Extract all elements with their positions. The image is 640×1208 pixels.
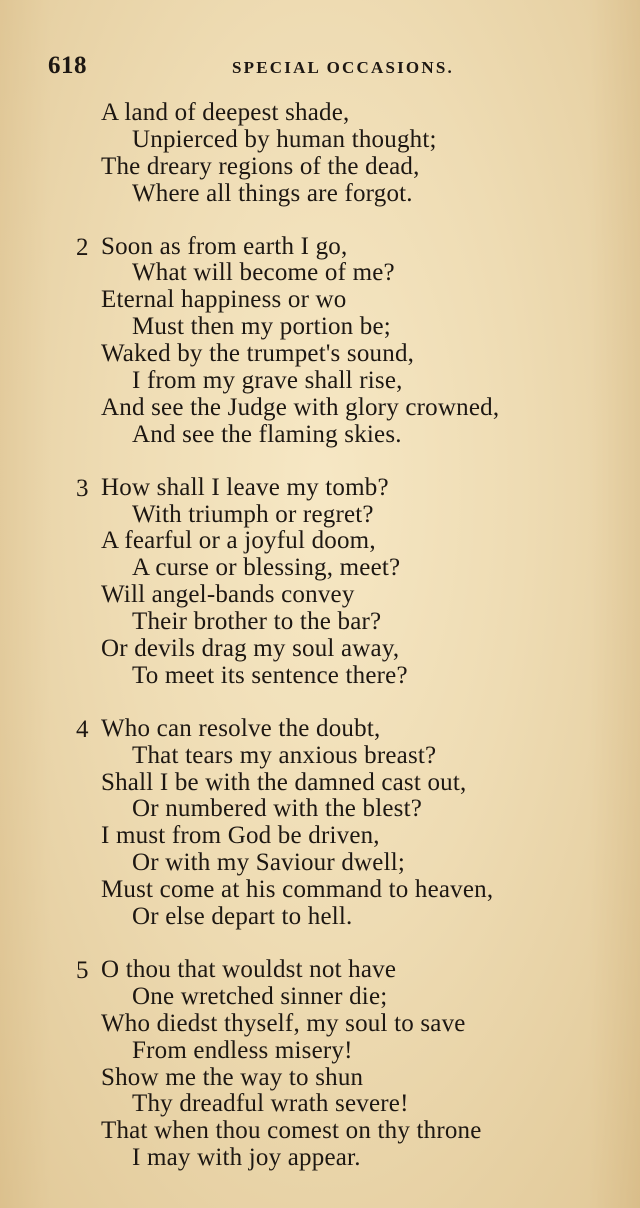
verse-line: Or else depart to hell. <box>132 903 353 931</box>
verse-line: Or devils drag my soul away, <box>101 635 400 663</box>
verse-line: Must then my portion be; <box>132 313 391 341</box>
verse-line: I may with joy appear. <box>132 1144 361 1172</box>
verse-line: With triumph or regret? <box>132 500 374 528</box>
running-head: SPECIAL OCCASIONS. <box>232 58 454 77</box>
stanza <box>0 716 640 931</box>
verse-line: A land of deepest shade, <box>101 99 350 126</box>
verse-line: Show me the way to shun <box>101 1063 364 1091</box>
verse-line: I from my grave shall rise, <box>132 367 403 395</box>
verse-line: That when thou comest on thy throne <box>101 1117 482 1145</box>
verse-number: 3 <box>76 474 89 502</box>
verse-line: From endless misery! <box>132 1036 353 1064</box>
verse-line: I must from God be driven, <box>101 822 380 850</box>
verse-line: And see the flaming skies. <box>132 420 402 448</box>
stanza <box>0 475 640 690</box>
verse-line: That tears my anxious breast? <box>132 741 437 769</box>
verse-line: Eternal happiness or wo <box>101 286 347 314</box>
verse-line: The dreary regions of the dead, <box>101 152 420 180</box>
verse-line: To meet its sentence there? <box>132 661 408 689</box>
page-header <box>48 52 490 84</box>
verse-line: Waked by the trumpet's sound, <box>101 340 415 368</box>
hymn-text <box>0 100 640 1198</box>
verse-line: One wretched sinner die; <box>132 982 388 1010</box>
verse-number: 5 <box>76 956 89 984</box>
verse-line: Shall I be with the damned cast out, <box>101 768 467 796</box>
verse-line: Who diedst thyself, my soul to save <box>101 1009 466 1037</box>
verse-line: A fearful or a joyful doom, <box>101 527 376 555</box>
verse-line: Where all things are forgot. <box>132 179 413 207</box>
verse-line: What will become of me? <box>132 259 395 287</box>
stanza <box>0 957 640 1172</box>
verse-line: Who can resolve the doubt, <box>101 714 381 742</box>
verse-line: Unpierced by human thought; <box>132 125 437 153</box>
verse-line: Or with my Saviour dwell; <box>132 849 406 877</box>
verse-line: A curse or blessing, meet? <box>132 554 401 582</box>
page-number: 618 <box>48 52 87 79</box>
verse-line: How shall I leave my tomb? <box>101 473 389 501</box>
verse-line: Will angel-bands convey <box>101 581 355 609</box>
verse-line: Or numbered with the blest? <box>132 795 423 823</box>
stanza <box>0 100 640 208</box>
verse-number: 4 <box>76 715 89 743</box>
verse-line: Soon as from earth I go, <box>101 232 348 260</box>
verse-line: And see the Judge with glory crowned, <box>101 393 500 421</box>
verse-line: Thy dreadful wrath severe! <box>132 1090 409 1118</box>
verse-line: Their brother to the bar? <box>132 608 382 636</box>
verse-line: O thou that wouldst not have <box>101 955 397 983</box>
verse-number: 2 <box>76 233 89 261</box>
verse-line: Must come at his command to heaven, <box>101 876 494 904</box>
stanza <box>0 234 640 449</box>
